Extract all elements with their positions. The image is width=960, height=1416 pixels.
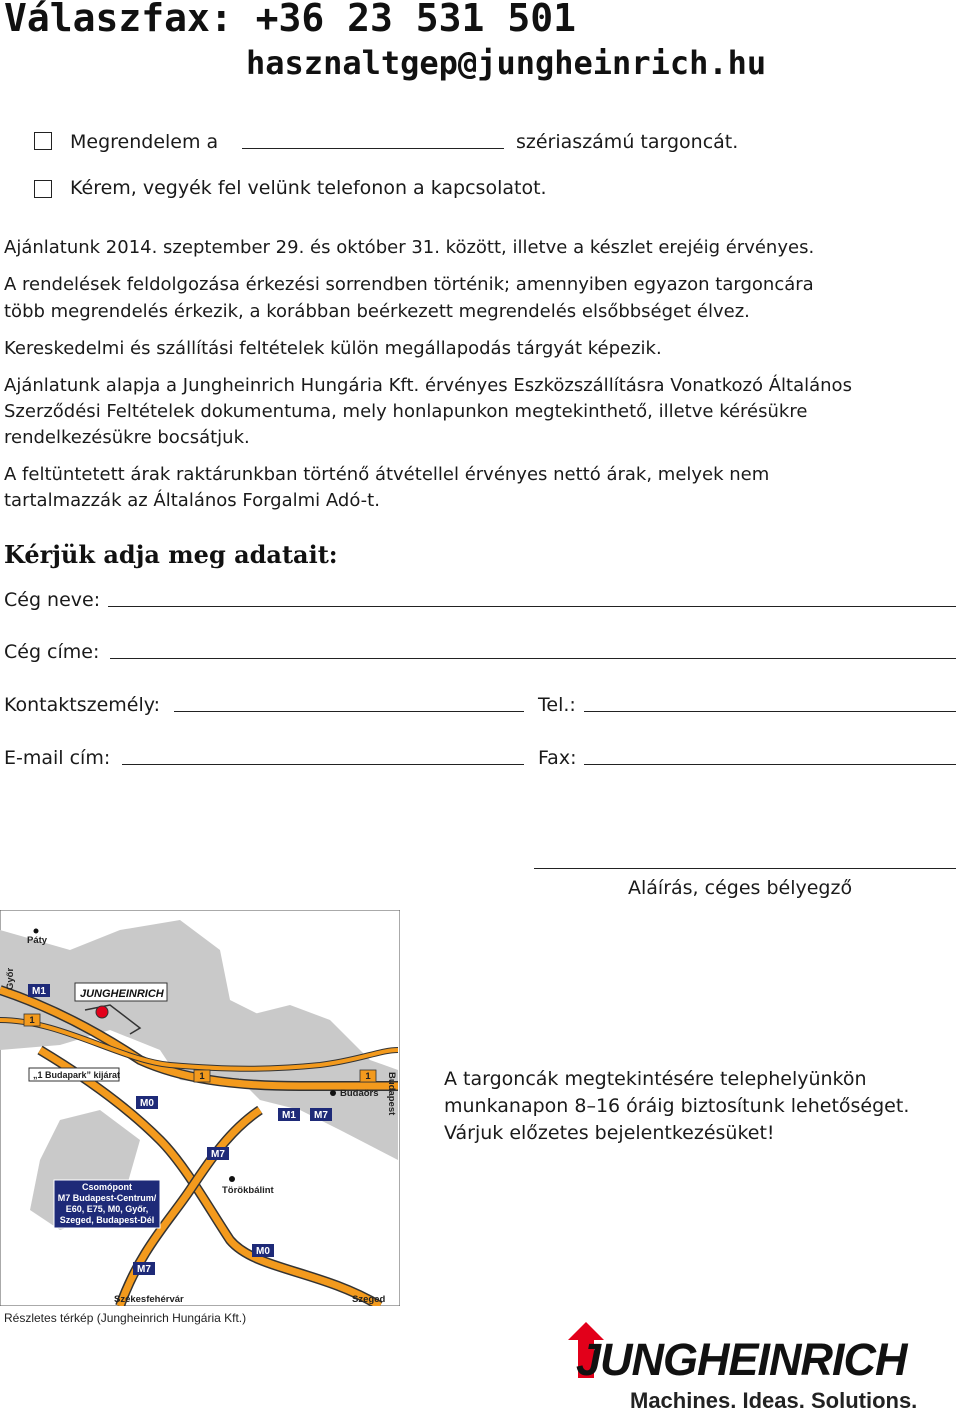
budaors-label: Budaörs: [340, 1088, 379, 1099]
email-label: E-mail cím:: [4, 747, 111, 769]
terms-commercial: Kereskedelmi és szállítási feltételek külön megállapodás tárgyát képezik.: [4, 338, 662, 359]
badge-m7-east-text: M7: [314, 1110, 328, 1121]
junction-line-4: Szeged, Budapest-Dél: [59, 1215, 155, 1225]
visit-line-2: munkanapon 8–16 óráig biztosítunk lehetőséget.: [444, 1095, 910, 1117]
signature-field[interactable]: [534, 868, 956, 869]
signature-label: Aláírás, céges bélyegző: [628, 877, 853, 899]
badge-m7-south-text: M7: [137, 1264, 151, 1275]
form-heading: Kérjük adja meg adatait:: [4, 540, 338, 569]
exit-label: „1 Budapark” kijárat: [33, 1070, 121, 1080]
phone-field[interactable]: [584, 711, 956, 712]
phone-label: Tel.:: [538, 694, 576, 716]
jungheinrich-logo: [564, 1320, 958, 1412]
map-svg: [0, 910, 400, 1306]
terms-prices-2: tartalmazzák az Általános Forgalmi Adó-t.: [4, 490, 380, 511]
location-map: [0, 910, 400, 1306]
order-checkbox[interactable]: [34, 132, 52, 150]
junction-line-1: Csomópont: [82, 1182, 132, 1192]
badge-1-east-text: 1: [365, 1071, 371, 1082]
map-caption: Részletes térkép (Jungheinrich Hungária Kft.): [4, 1311, 247, 1325]
contact-person-field[interactable]: [174, 711, 524, 712]
szekesfehervar-label: Székesfehérvár: [114, 1294, 184, 1305]
email-field[interactable]: [122, 764, 524, 765]
visit-line-1: A targoncák megtekintésére telephelyünkön: [444, 1068, 867, 1090]
company-name-label: Cég neve:: [4, 589, 101, 611]
szeged-label: Szeged: [352, 1294, 386, 1305]
logo-wordmark: JUNGHEINRICH: [576, 1334, 907, 1385]
badge-m7-center-text: M7: [211, 1149, 225, 1160]
terms-basis-3: rendelkezésükre bocsátjuk.: [4, 427, 250, 448]
terms-basis-2: Szerződési Feltételek dokumentuma, mely honlapunkon megtekinthető, illetve kérésükre: [4, 401, 808, 422]
order-prefix-label: Megrendelem a: [70, 131, 219, 153]
terms-processing-2: több megrendelés érkezik, a korábban beérkezett megrendelés elsőbbséget élvez.: [4, 301, 750, 322]
callback-label: Kérem, vegyék fel velünk telefonon a kapcsolatot.: [70, 177, 547, 199]
fax-field[interactable]: [584, 764, 956, 765]
badge-m0-north-text: M0: [140, 1098, 154, 1109]
badge-1-center-text: 1: [199, 1071, 205, 1082]
contact-person-label: Kontaktszemély:: [4, 694, 161, 716]
budapest-label: Budapest: [386, 1072, 397, 1116]
fax-number-heading: Válaszfax: +36 23 531 501: [4, 0, 576, 40]
small-logo-text: JUNGHEINRICH: [80, 988, 164, 1000]
terms-validity: Ajánlatunk 2014. szeptember 29. és október 31. között, illetve a készlet erejéig érvényes.: [4, 237, 815, 258]
company-address-label: Cég címe:: [4, 641, 100, 663]
fax-label: Fax:: [538, 747, 577, 769]
serial-number-field[interactable]: [242, 148, 504, 149]
badge-m1-east-text: M1: [282, 1110, 296, 1121]
torokbalint-dot: [229, 1176, 235, 1182]
badge-m0-south-text: M0: [256, 1246, 270, 1257]
terms-basis-1: Ajánlatunk alapja a Jungheinrich Hungária Kft. érvényes Eszközszállításra Vonatkozó Általános: [4, 375, 852, 396]
budaors-dot: [330, 1090, 336, 1096]
email-heading[interactable]: hasznaltgep@jungheinrich.hu: [246, 44, 767, 82]
visit-line-3: Várjuk előzetes bejelentkezésüket!: [444, 1122, 775, 1144]
company-name-field[interactable]: [108, 606, 956, 607]
junction-line-3: E60, E75, M0, Győr,: [65, 1204, 149, 1214]
gyor-label: Győr: [5, 967, 16, 990]
paty-dot: [34, 929, 39, 934]
company-address-field[interactable]: [110, 658, 956, 659]
torokbalint-label: Törökbálint: [222, 1185, 274, 1196]
junction-line-2: M7 Budapest-Centrum/: [57, 1193, 157, 1203]
order-suffix-label: szériaszámú targoncát.: [516, 131, 739, 153]
terms-prices-1: A feltüntetett árak raktárunkban történő átvétellel érvényes nettó árak, melyek nem: [4, 464, 770, 485]
jungheinrich-site-marker: [96, 1006, 108, 1018]
logo-tagline: Machines. Ideas. Solutions.: [630, 1388, 918, 1413]
paty-label: Páty: [27, 935, 48, 946]
terms-processing-1: A rendelések feldolgozása érkezési sorrendben történik; amennyiben egyazon targoncára: [4, 274, 814, 295]
callback-checkbox[interactable]: [34, 180, 52, 198]
badge-m1-west-text: M1: [32, 986, 46, 997]
badge-1-west-text: 1: [29, 1015, 35, 1026]
